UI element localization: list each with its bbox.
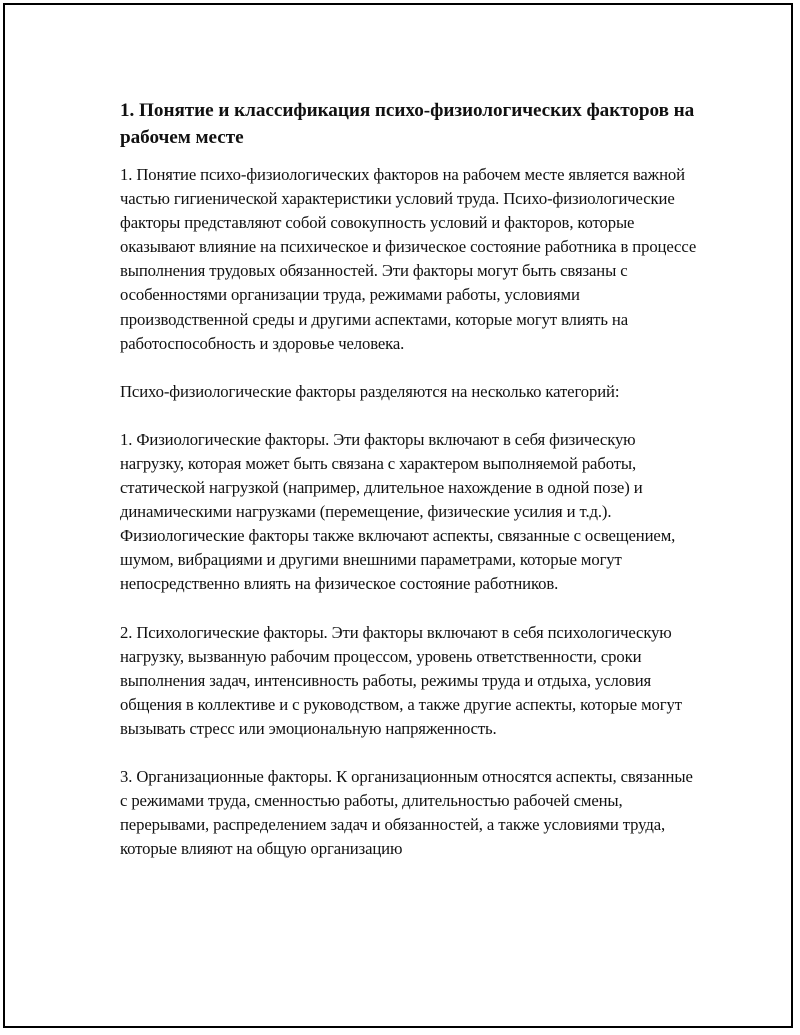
paragraph-physiological-factors: 1. Физиологические факторы. Эти факторы включают в себя физическую нагрузку, которая может быть связана с характером выполняемой работы, статической нагрузкой (например, длительное нахождение в одной позе) и динамическими нагрузками (перемещение, физические усилия и т.д.). Физиологические факторы также включают аспекты, связанные с освещением, шумом, вибрациями и другими внешними параметрами, которые могут непосредственно влиять на физическое состояние работников. bbox=[120, 429, 676, 594]
section-heading: 1. Понятие и классификация психо-физиологических факторов на рабочем месте bbox=[120, 100, 695, 148]
document-body bbox=[120, 97, 700, 885]
paragraph-categories-intro: Психо-физиологические факторы разделяются на несколько категорий: bbox=[120, 381, 620, 401]
paragraph-psychological-factors: 2. Психологические факторы. Эти факторы включают в себя психологическую нагрузку, вызванную рабочим процессом, уровень ответственности, сроки выполнения задач, интенсивность работы, режимы труда и отдыха, условия общения в коллективе и с руководством, а также другие аспекты, которые могут вызывать стресс или эмоциональную напряженность. bbox=[120, 622, 682, 738]
paragraph-definition: 1. Понятие психо-физиологических факторов на рабочем месте является важной частью гигиенической характеристики условий труда. Психо-физиологические факторы представляют собой совокупность условий и факторов, которые оказывают влияние на психическое и физическое состояние работника в процессе выполнения трудовых обязанностей. Эти факторы могут быть связаны с особенностями организации труда, режимами работы, условиями производственной среды и другими аспектами, которые могут влиять на работоспособность и здоровье человека. bbox=[120, 165, 697, 353]
document-page bbox=[3, 3, 793, 1028]
paragraph-organizational-factors: 3. Организационные факторы. К организационным относятся аспекты, связанные с режимами труда, сменностью работы, длительностью рабочей смены, перерывами, распределением задач и обязанностей, а также условиями труда, которые влияют на общую организацию bbox=[120, 766, 693, 859]
